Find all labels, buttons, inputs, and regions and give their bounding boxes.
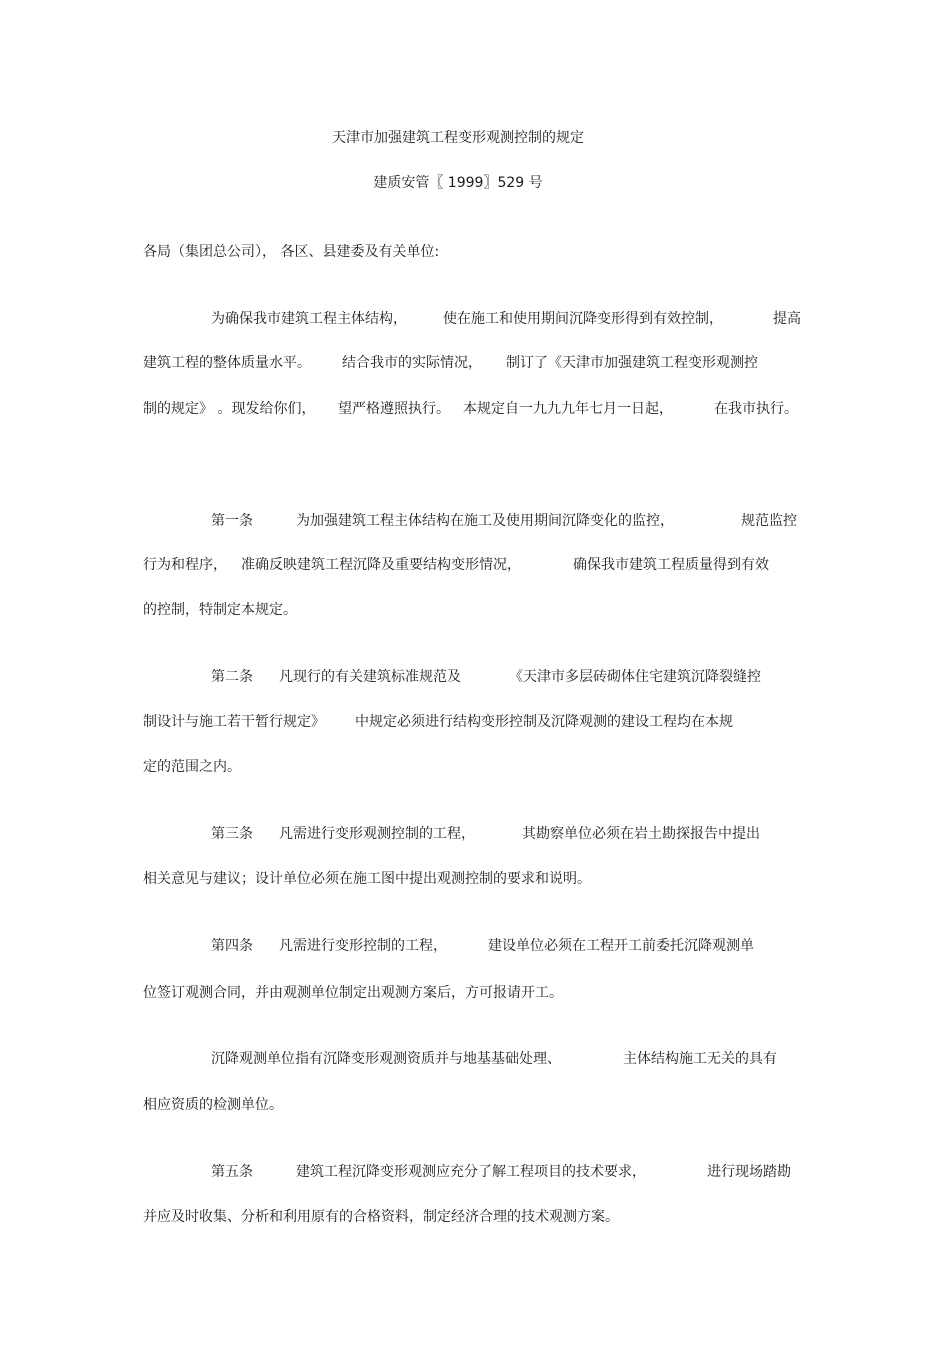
note-line-1b: 主体结构施工无关的具有 xyxy=(623,1051,777,1067)
note-line-1a: 沉降观测单位指有沉降变形观测资质并与地基基础处理、 xyxy=(211,1051,561,1067)
article-5-label: 第五条 xyxy=(211,1164,253,1180)
intro-line-2b: 结合我市的实际情况， xyxy=(342,355,482,371)
article-3-line-1b: 其勘察单位必须在岩土勘探报告中提出 xyxy=(522,826,760,842)
article-4-label: 第四条 xyxy=(211,938,253,954)
article-1-line-1a: 为加强建筑工程主体结构在施工及使用期间沉降变化的监控， xyxy=(296,513,674,529)
article-3-line-1a: 凡需进行变形观测控制的工程， xyxy=(279,826,475,842)
article-2-line-1a: 凡现行的有关建筑标准规范及 xyxy=(279,669,461,685)
intro-line-1c: 提高 xyxy=(773,311,801,327)
article-4-line-2: 位签订观测合同，并由观测单位制定出观测方案后，方可报请开工。 xyxy=(143,985,563,1001)
intro-line-3c: 本规定自一九九九年七月一日起， xyxy=(463,401,673,417)
article-2-line-1b: 《天津市多层砖砌体住宅建筑沉降裂缝控 xyxy=(509,669,761,685)
article-4-line-1a: 凡需进行变形控制的工程， xyxy=(279,938,447,954)
intro-line-3b: 望严格遵照执行。 xyxy=(338,401,450,417)
article-4-line-1b: 建设单位必须在工程开工前委托沉降观测单 xyxy=(488,938,754,954)
intro-line-3d: 在我市执行。 xyxy=(714,401,798,417)
article-2-line-3: 定的范围之内。 xyxy=(143,759,241,775)
article-5-line-1a: 建筑工程沉降变形观测应充分了解工程项目的技术要求， xyxy=(296,1164,646,1180)
intro-line-2c: 制订了《天津市加强建筑工程变形观测控 xyxy=(506,355,758,371)
article-5-line-2: 并应及时收集、分析和利用原有的合格资料，制定经济合理的技术观测方案。 xyxy=(143,1209,619,1225)
addressee: 各局（集团总公司）， 各区、县建委及有关单位: xyxy=(143,244,440,260)
article-1-line-2b: 准确反映建筑工程沉降及重要结构变形情况， xyxy=(241,557,521,573)
article-1-line-1b: 规范监控 xyxy=(741,513,797,529)
intro-line-1b: 使在施工和使用期间沉降变形得到有效控制， xyxy=(443,311,723,327)
document-number: 建质安管〖 1999〗529 号 xyxy=(373,175,543,191)
intro-line-2a: 建筑工程的整体质量水平。 xyxy=(143,355,311,371)
article-5-line-1b: 进行现场踏勘 xyxy=(707,1164,791,1180)
article-3-line-2: 相关意见与建议；设计单位必须在施工图中提出观测控制的要求和说明。 xyxy=(143,871,591,887)
article-1-label: 第一条 xyxy=(211,513,253,529)
article-2-label: 第二条 xyxy=(211,669,253,685)
intro-line-3a: 制的规定》 。现发给你们， xyxy=(143,401,316,417)
intro-line-1a: 为确保我市建筑工程主体结构， xyxy=(211,311,407,327)
article-1-line-2a: 行为和程序， xyxy=(143,557,227,573)
article-2-line-2b: 中规定必须进行结构变形控制及沉降观测的建设工程均在本规 xyxy=(355,714,733,730)
article-2-line-2a: 制设计与施工若干暂行规定》 xyxy=(143,714,325,730)
article-1-line-2c: 确保我市建筑工程质量得到有效 xyxy=(573,557,769,573)
article-1-line-3: 的控制，特制定本规定。 xyxy=(143,602,297,618)
document-title: 天津市加强建筑工程变形观测控制的规定 xyxy=(332,130,584,146)
article-3-label: 第三条 xyxy=(211,826,253,842)
note-line-2: 相应资质的检测单位。 xyxy=(143,1097,283,1113)
